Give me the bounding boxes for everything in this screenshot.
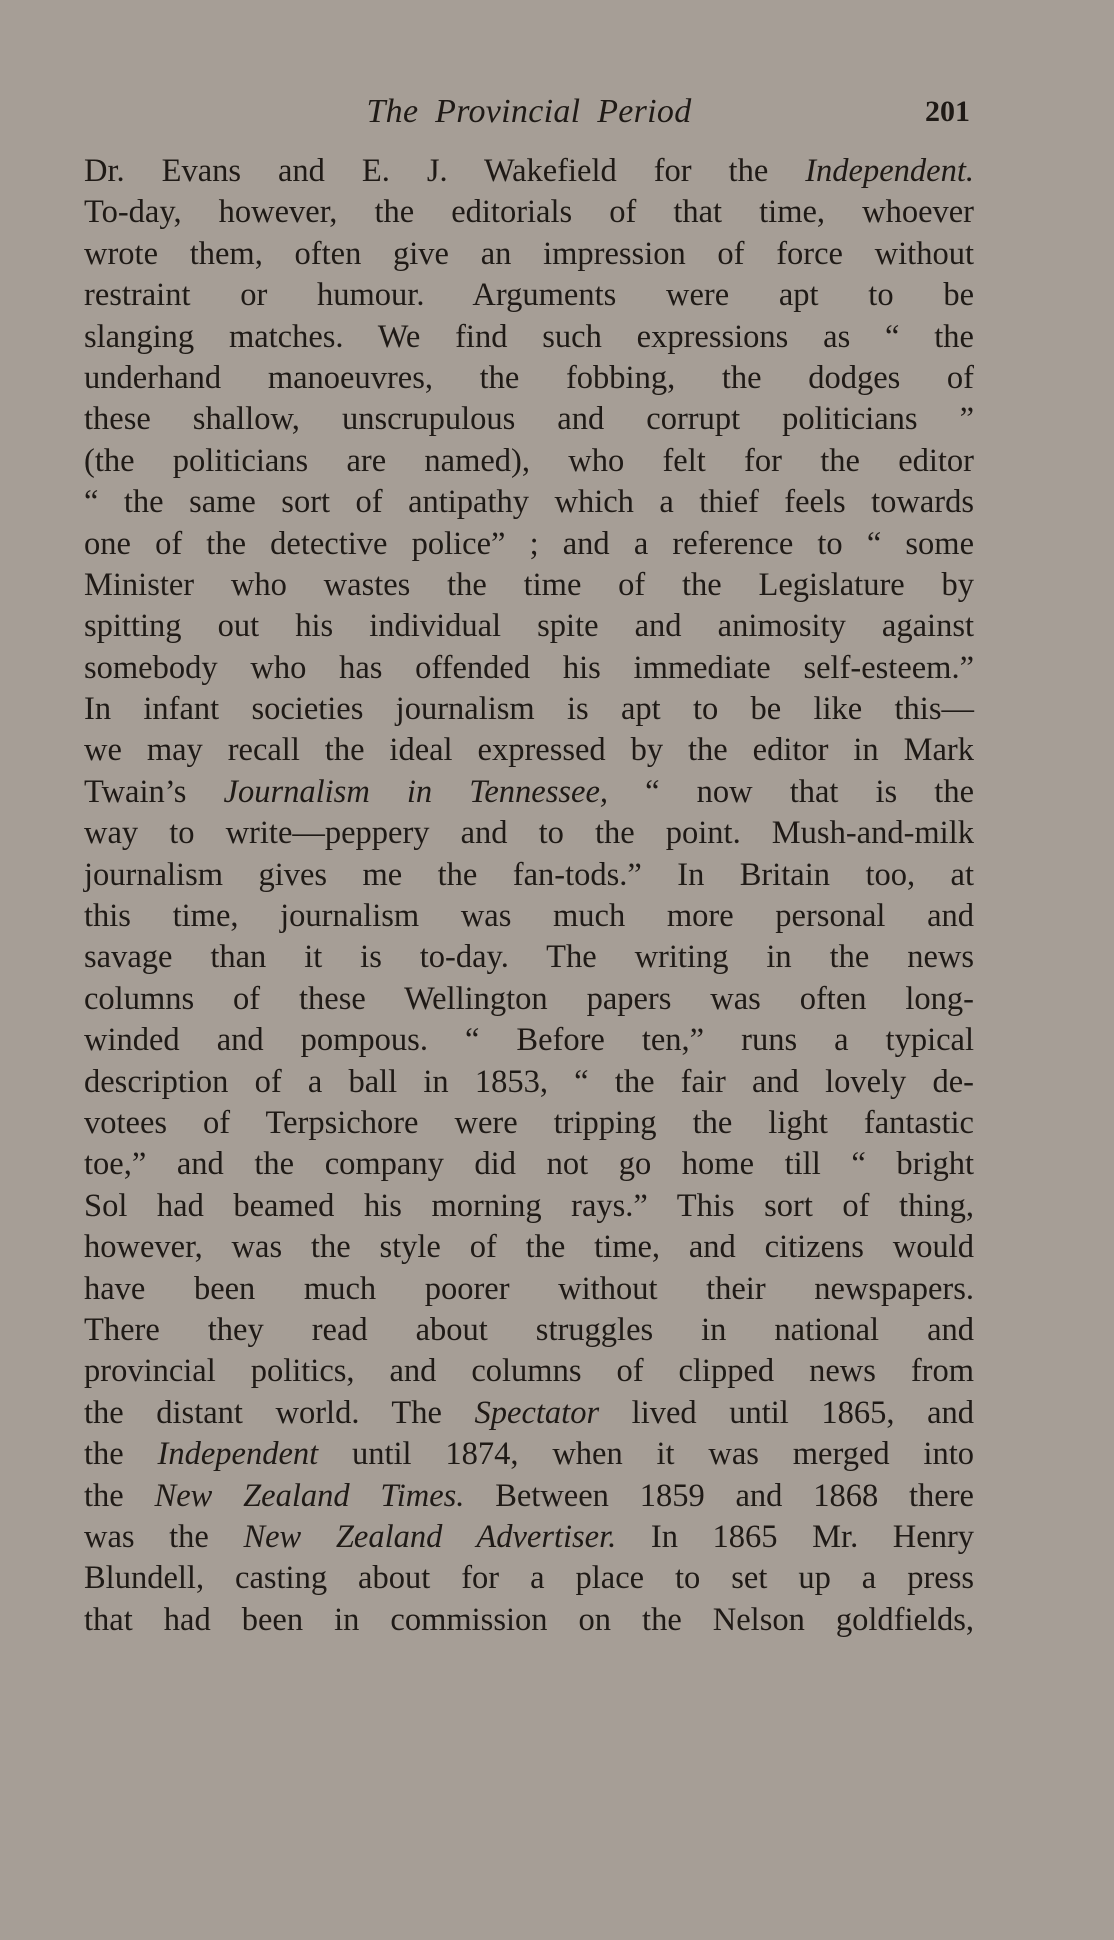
text-segment: votees of Terpsichore were tripping the light fantastic bbox=[84, 1104, 974, 1141]
text-line bbox=[84, 1310, 974, 1351]
text-segment: To-day, however, the editorials of that time, whoever bbox=[84, 194, 974, 231]
text-line bbox=[84, 648, 974, 689]
text-segment: journalism gives me the fan-tods.” In Britain too, at bbox=[84, 856, 974, 893]
text-segment: however, was the style of the time, and citizens would bbox=[84, 1229, 974, 1266]
text-segment: Dr. Evans and E. J. Wakefield for the bbox=[84, 153, 806, 189]
text-line bbox=[84, 1558, 974, 1599]
text-segment: the bbox=[84, 1477, 155, 1514]
text-line bbox=[84, 358, 974, 399]
text-segment: have been much poorer without their newspapers. bbox=[84, 1270, 974, 1307]
text-segment: savage than it is to-day. The writing in the news bbox=[84, 939, 974, 976]
text-segment: In 1865 Mr. Henry bbox=[616, 1518, 975, 1555]
text-line bbox=[84, 1517, 974, 1558]
text-line bbox=[84, 1269, 974, 1310]
text-line bbox=[84, 441, 974, 482]
page-number: 201 bbox=[925, 95, 970, 128]
italic-title-text: New Zealand Times. bbox=[154, 1477, 465, 1514]
text-segment: toe,” and the company did not go home till “ bright bbox=[84, 1146, 974, 1183]
body-text bbox=[84, 151, 974, 1641]
text-segment: this time, journalism was much more personal and bbox=[84, 898, 974, 935]
text-segment: these shallow, unscrupulous and corrupt politicians ” bbox=[84, 401, 974, 438]
text-segment: (the politicians are named), who felt for the editor bbox=[84, 442, 974, 479]
text-segment: slanging matches. We find such expressions as “ the bbox=[84, 318, 974, 355]
text-line bbox=[84, 482, 974, 523]
text-line bbox=[84, 1186, 974, 1227]
text-line bbox=[84, 151, 974, 192]
text-line bbox=[84, 772, 974, 813]
text-segment: Minister who wastes the time of the Legislature by bbox=[84, 566, 974, 603]
text-segment: was the bbox=[84, 1518, 244, 1555]
text-segment: until 1874, when it was merged into bbox=[318, 1436, 974, 1473]
italic-title-text: Independent. bbox=[805, 153, 974, 189]
text-segment: one of the detective police” ; and a reference to “ some bbox=[84, 525, 974, 562]
text-line bbox=[84, 1434, 974, 1475]
text-line bbox=[84, 1144, 974, 1185]
text-line bbox=[84, 937, 974, 978]
text-segment: columns of these Wellington papers was often long- bbox=[84, 980, 974, 1017]
text-segment: “ the same sort of antipathy which a thief feels towards bbox=[84, 484, 974, 521]
text-segment: somebody who has offended his immediate self-esteem.” bbox=[84, 649, 974, 686]
text-segment: There they read about struggles in national and bbox=[84, 1311, 974, 1348]
text-segment: “ now that is the bbox=[608, 773, 975, 810]
text-segment: provincial politics, and columns of clipped news from bbox=[84, 1353, 974, 1390]
text-line bbox=[84, 1020, 974, 1061]
text-line bbox=[84, 813, 974, 854]
text-segment: Sol had beamed his morning rays.” This sort of thing, bbox=[84, 1187, 974, 1224]
italic-title-text: Journalism in Tennessee, bbox=[223, 773, 608, 810]
text-line bbox=[84, 1600, 974, 1641]
text-line bbox=[84, 979, 974, 1020]
text-segment: In infant societies journalism is apt to be like this— bbox=[84, 691, 974, 728]
text-segment: the bbox=[84, 1436, 158, 1473]
text-line bbox=[84, 896, 974, 937]
text-segment: Between 1859 and 1868 there bbox=[464, 1477, 974, 1514]
text-segment: we may recall the ideal expressed by the editor in Mark bbox=[84, 732, 974, 769]
text-segment: winded and pompous. “ Before ten,” runs a typical bbox=[84, 1022, 974, 1059]
text-line bbox=[84, 565, 974, 606]
text-line bbox=[84, 1351, 974, 1392]
text-line bbox=[84, 730, 974, 771]
text-segment: Twain’s bbox=[84, 773, 224, 810]
text-segment: the distant world. The bbox=[84, 1394, 475, 1431]
italic-title-text: Spectator bbox=[474, 1394, 600, 1431]
text-line bbox=[84, 524, 974, 565]
text-line bbox=[84, 1062, 974, 1103]
running-head bbox=[84, 88, 974, 136]
italic-title-text: New Zealand Advertiser. bbox=[243, 1518, 617, 1555]
text-line bbox=[84, 192, 974, 233]
text-line bbox=[84, 1476, 974, 1517]
text-segment: restraint or humour. Arguments were apt to be bbox=[84, 277, 974, 314]
text-segment: way to write—peppery and to the point. Mush-and-milk bbox=[84, 815, 974, 852]
text-line bbox=[84, 689, 974, 730]
text-line bbox=[84, 1103, 974, 1144]
running-title: The Provincial Period bbox=[366, 93, 692, 130]
text-segment: wrote them, often give an impression of force without bbox=[84, 235, 974, 272]
text-segment: description of a ball in 1853, “ the fair and lovely de- bbox=[84, 1063, 974, 1100]
text-segment: lived until 1865, and bbox=[599, 1394, 974, 1431]
text-segment: underhand manoeuvres, the fobbing, the dodges of bbox=[84, 359, 974, 396]
text-line bbox=[84, 606, 974, 647]
text-line bbox=[84, 399, 974, 440]
text-segment: that had been in commission on the Nelson goldfields, bbox=[84, 1601, 974, 1638]
text-segment: Blundell, casting about for a place to set up a press bbox=[84, 1560, 974, 1597]
text-line bbox=[84, 234, 974, 275]
text-line bbox=[84, 855, 974, 896]
text-segment: spitting out his individual spite and animosity against bbox=[84, 608, 974, 645]
text-line bbox=[84, 275, 974, 316]
italic-title-text: Independent bbox=[157, 1436, 319, 1473]
text-line bbox=[84, 1393, 974, 1434]
text-line bbox=[84, 1227, 974, 1268]
text-line bbox=[84, 317, 974, 358]
